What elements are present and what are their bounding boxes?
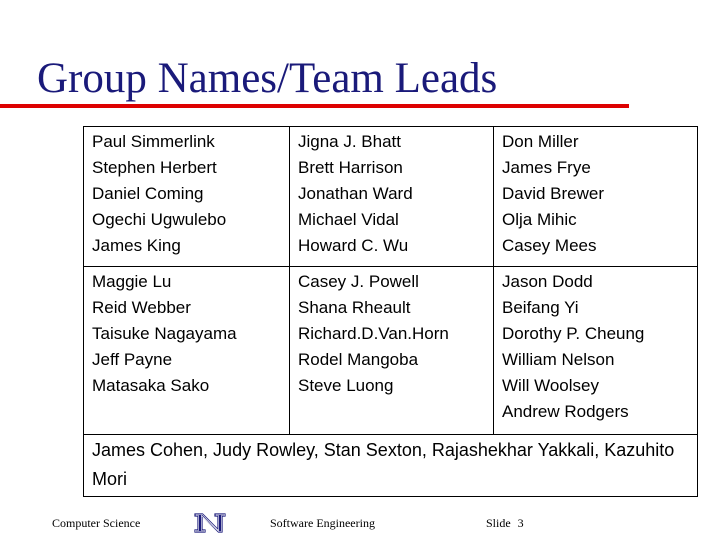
team-cell-wide: James Cohen, Judy Rowley, Stan Sexton, Rajashekhar Yakkali, Kazuhito Mori [84,435,698,497]
team-cell [84,267,290,435]
team-cell [494,267,698,435]
team-member: Ogechi Ugwulebo [92,210,227,229]
team-member: Olja Mihic [502,210,577,229]
team-member: Casey J. Powell [298,272,419,291]
team-member: Beifang Yi [502,298,579,317]
team-member: Brett Harrison [298,158,403,177]
team-member: Stephen Herbert [92,158,217,177]
team-member: David Brewer [502,184,605,203]
team-member: Taisuke Nagayama [92,324,237,343]
team-member: Jeff Payne [92,350,173,369]
team-member: Shana Rheault [298,298,411,317]
team-member: Steve Luong [298,376,394,395]
team-member: Daniel Coming [92,184,204,203]
team-cell [290,267,494,435]
footer-course: Software Engineering [270,516,375,530]
team-member: Casey Mees [502,236,597,255]
footer-department: Computer Science [52,516,141,530]
team-member: Jonathan Ward [298,184,413,203]
team-member: Rodel Mangoba [298,350,419,369]
team-member: Don Miller [502,132,579,151]
slide-title: Group Names/Team Leads [37,55,498,102]
table-row [84,435,698,497]
slide-number: Slide 3 [486,516,524,530]
team-table [83,126,698,497]
team-member: James Frye [502,158,591,177]
team-member: Andrew Rodgers [502,402,629,421]
team-member: Michael Vidal [298,210,399,229]
team-member: Will Woolsey [502,376,599,395]
team-member: William Nelson [502,350,615,369]
team-cell [494,127,698,267]
team-member: Reid Webber [92,298,191,317]
team-member: James King [92,236,181,255]
team-cell [290,127,494,267]
team-member: Richard.D.Van.Horn [298,324,449,343]
team-member: Jigna J. Bhatt [298,132,402,151]
table-row [84,267,698,435]
title-underline [0,104,629,108]
team-cell [84,127,290,267]
table-row [84,127,698,267]
team-member: Paul Simmerlink [92,132,215,151]
university-n-logo-icon [192,511,228,535]
team-member: Jason Dodd [502,272,593,291]
team-member: Matasaka Sako [92,376,210,395]
team-member: Dorothy P. Cheung [502,324,645,343]
team-member: Maggie Lu [92,272,172,291]
team-member: Howard C. Wu [298,236,409,255]
